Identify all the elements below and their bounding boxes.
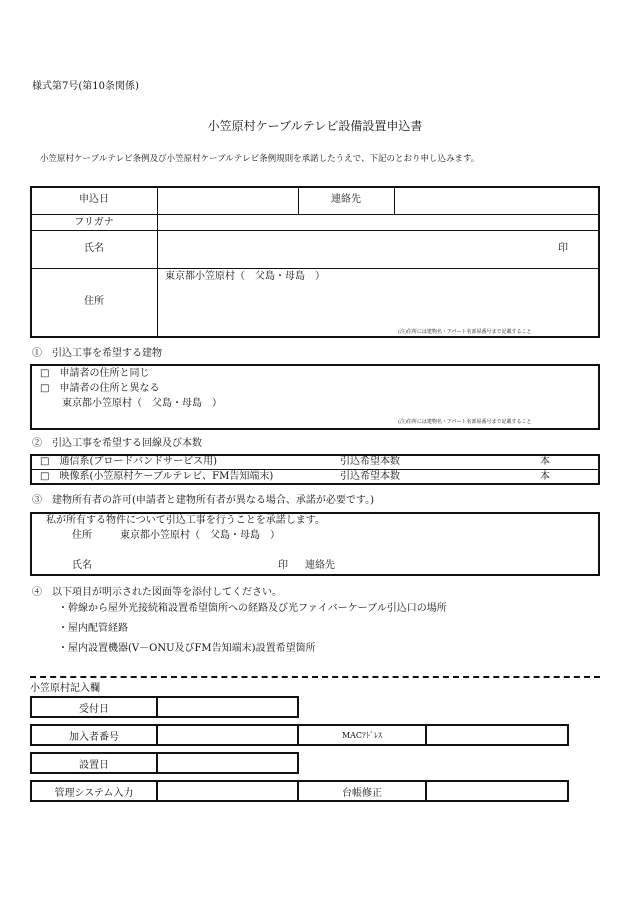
install-date-field[interactable] <box>156 752 299 774</box>
building-address[interactable]: 東京都小笠原村（ 父島・母島 ） <box>62 398 222 409</box>
section3-title: ③ 建物所有者の許可(申請者と建物所有者が異なる場合、承諾が必要です。) <box>32 495 375 506</box>
same-address-checkbox[interactable]: □ 申請者の住所と同じ <box>40 368 150 379</box>
owner-address-label: 住所 <box>72 530 92 541</box>
attachment-item: ・幹線から屋外光接続箱設置希望箇所への経路及び光ファイバーケーブル引込口の場所 <box>58 603 447 614</box>
intro-text: 小笠原村ケーブルテレビ条例及び小笠原村ケーブルテレビ条例規則を承諾したうえで、下記のとおり申し込みます。 <box>40 154 480 164</box>
office-use-divider <box>30 676 600 678</box>
owner-address-value[interactable]: 東京都小笠原村（ 父島・母島 ） <box>120 530 280 541</box>
date-field[interactable] <box>160 189 295 211</box>
name-label: 氏名 <box>84 243 104 254</box>
section1-title: ① 引込工事を希望する建物 <box>32 348 162 359</box>
line-count-label: 引込希望本数 <box>340 456 400 467</box>
subscriber-number-label: 加入者番号 <box>30 724 158 746</box>
owner-consent-text: 私が所有する物件について引込工事を行うことを承諾します。 <box>46 515 325 526</box>
page-title: 小笠原村ケーブルテレビ設備設置申込書 <box>207 119 423 133</box>
name-field[interactable] <box>160 232 550 266</box>
owner-name-field[interactable] <box>100 556 270 572</box>
attachment-item: ・屋内設置機器(V－ONU及びFM告知端末)設置希望箇所 <box>58 643 316 654</box>
received-date-label: 受付日 <box>30 696 158 718</box>
owner-contact-label: 連絡先 <box>305 560 335 571</box>
furigana-label: フリガナ <box>74 217 114 228</box>
section4-title: ④ 以下項目が明示された図面等を添付してください。 <box>32 587 282 598</box>
attachment-item: ・屋内配管経路 <box>58 623 128 634</box>
line-unit: 本 <box>540 456 550 467</box>
date-label: 申込日 <box>79 194 109 205</box>
different-address-checkbox[interactable]: □ 申請者の住所と異なる <box>40 383 160 394</box>
building-address-note: (注)住所には建物名・アパート名部屋番号まで記載すること <box>398 419 532 425</box>
owner-name-label: 氏名 <box>72 560 92 571</box>
system-input-label: 管理システム入力 <box>30 780 158 802</box>
contact-field[interactable] <box>397 189 597 211</box>
form-number: 様式第7号(第10条関係) <box>32 81 139 92</box>
owner-seal-mark: 印 <box>278 560 288 571</box>
line-type-video-checkbox[interactable]: □ 映像系(小笠原村ケーブルテレビ、FM告知端末) <box>40 471 274 482</box>
received-date-field[interactable] <box>156 696 299 718</box>
install-date-label: 設置日 <box>30 752 158 774</box>
mac-address-label: MACｱﾄﾞﾚｽ <box>297 724 427 746</box>
office-use-heading: 小笠原村記入欄 <box>30 683 100 694</box>
seal-mark: 印 <box>558 243 568 254</box>
address-value[interactable]: 東京都小笠原村（ 父島・母島 ） <box>165 271 325 282</box>
address-label: 住所 <box>84 296 104 307</box>
section2-title: ② 引込工事を希望する回線及び本数 <box>32 438 202 449</box>
address-note: (注)住所には建物名・アパート名部屋番号まで記載すること <box>398 329 532 335</box>
furigana-field[interactable] <box>160 216 597 228</box>
line-unit: 本 <box>540 471 550 482</box>
system-input-field[interactable] <box>156 780 299 802</box>
ledger-update-label: 台帳修正 <box>297 780 427 802</box>
mac-address-field[interactable] <box>425 724 569 746</box>
ledger-update-field[interactable] <box>425 780 569 802</box>
line-type-comm-checkbox[interactable]: □ 通信系(ブロードバンドサービス用) <box>40 456 218 467</box>
subscriber-number-field[interactable] <box>156 724 299 746</box>
contact-label: 連絡先 <box>331 194 361 205</box>
line-count-label: 引込希望本数 <box>340 471 400 482</box>
